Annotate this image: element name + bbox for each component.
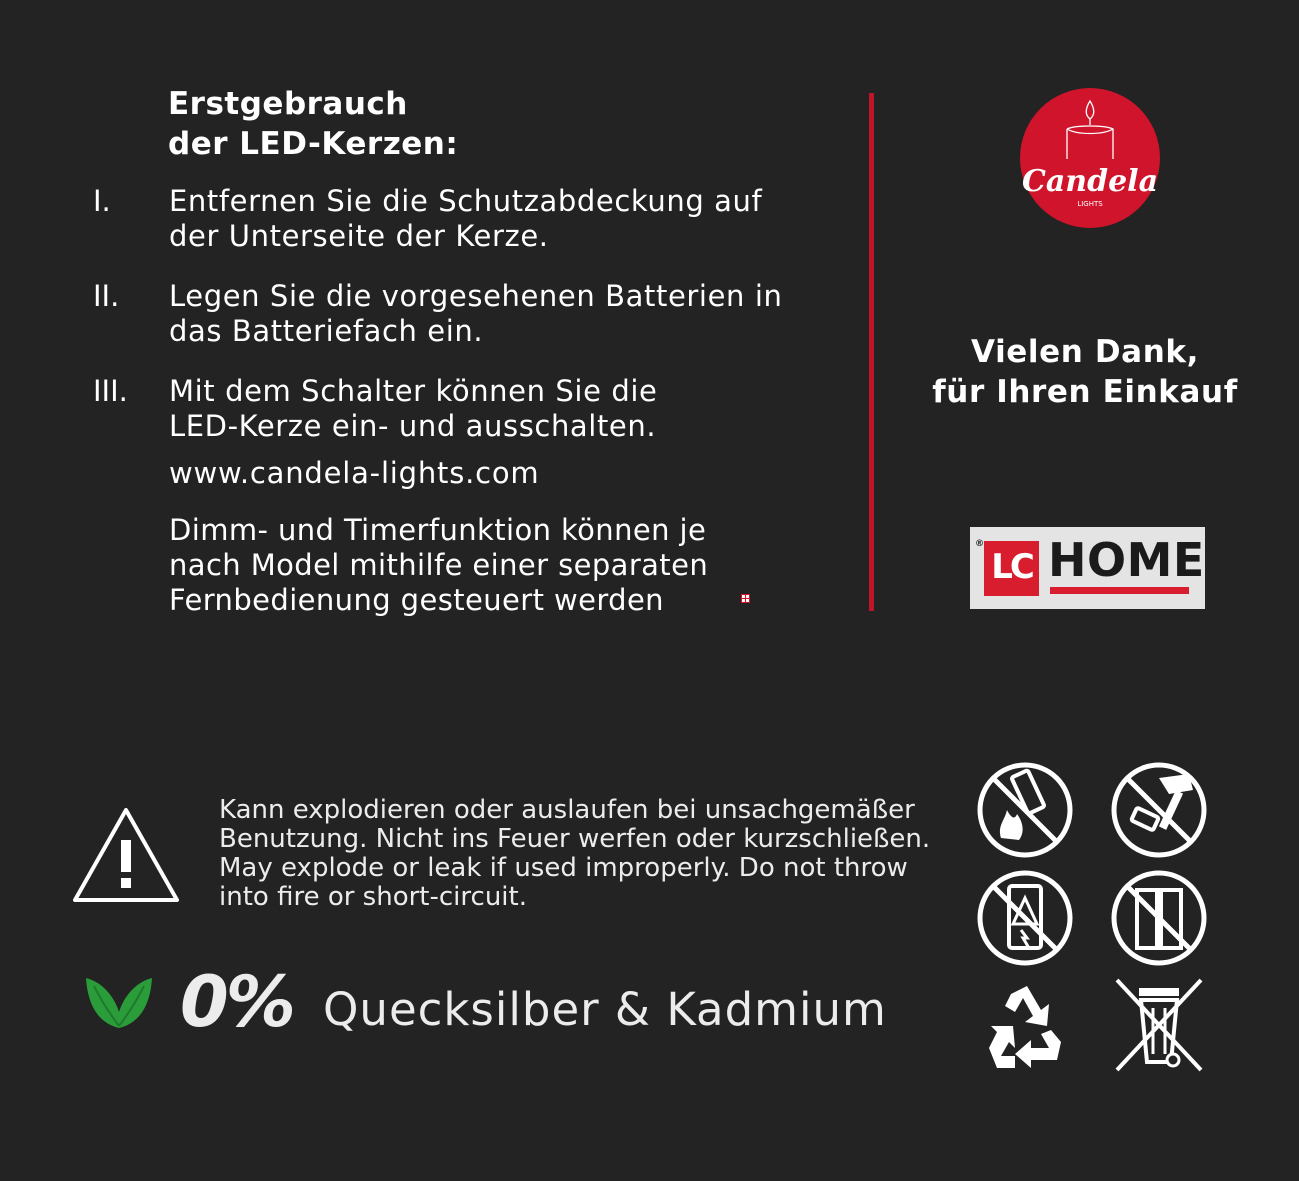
step-2-line-1: Legen Sie die vorgesehenen Batterien in [169, 279, 783, 313]
crossed-out-bin-icon [1109, 976, 1209, 1076]
no-wrong-polarity-icon [1109, 868, 1209, 968]
green-leaf-icon [82, 972, 156, 1030]
heading-line-1: Erstgebrauch [168, 86, 408, 122]
registered-mark: ® [975, 539, 984, 549]
candela-logo [1019, 87, 1161, 229]
step-2-numeral: II. [93, 279, 120, 313]
website-link[interactable]: www.candela-lights.com [169, 456, 540, 490]
no-fire-battery-icon [975, 760, 1075, 860]
step-2-text [169, 279, 789, 349]
lc-box [984, 541, 1039, 596]
warning-line-1: Kann explodieren oder auslaufen bei unsachgemäßer [219, 795, 915, 825]
thanks-line-1: Vielen Dank, [971, 334, 1199, 370]
lc-home-word: HOME [1048, 533, 1205, 587]
step-1-text [169, 184, 789, 254]
warning-line-4: into fire or short-circuit. [219, 882, 527, 912]
step-3-line-1: Mit dem Schalter können Sie die [169, 374, 658, 408]
step-3-text [169, 374, 789, 444]
thanks-line-2: für Ihren Einkauf [932, 374, 1238, 410]
step-3-line-2: LED-Kerze ein- und ausschalten. [169, 409, 657, 443]
step-1-line-1: Entfernen Sie die Schutzabdeckung auf [169, 184, 763, 218]
svg-text:LIGHTS: LIGHTS [1077, 200, 1103, 208]
vertical-divider [869, 93, 874, 611]
zero-percent: 0% [180, 961, 293, 1043]
instructions-heading [168, 84, 728, 164]
step-1-numeral: I. [93, 184, 111, 218]
svg-text:Candela: Candela [1021, 164, 1159, 199]
warning-triangle-icon [71, 806, 181, 904]
mercury-cadmium-label: Quecksilber & Kadmium [323, 983, 887, 1036]
step-2-line-2: das Batteriefach ein. [169, 314, 484, 348]
note-line-1: Dimm- und Timerfunktion können je [169, 513, 707, 547]
thank-you-message [930, 332, 1240, 412]
heading-line-2: der LED-Kerzen: [168, 126, 459, 162]
step-1-line-2: der Unterseite der Kerze. [169, 219, 549, 253]
no-hammer-battery-icon [1109, 760, 1209, 860]
small-marker-icon [741, 594, 750, 603]
warning-line-2: Benutzung. Nicht ins Feuer werfen oder kurzschließen. [219, 824, 931, 854]
lc-letters: LC [991, 547, 1032, 587]
lc-home-logo [970, 527, 1205, 609]
dimming-note [169, 513, 789, 618]
no-short-circuit-icon [975, 868, 1075, 968]
warning-text [219, 795, 931, 912]
warning-line-3: May explode or leak if used improperly. Do not throw [219, 853, 908, 883]
lc-home-underline [1050, 587, 1189, 594]
note-line-3: Fernbedienung gesteuert werden [169, 583, 664, 617]
recycle-icon [975, 976, 1075, 1076]
note-line-2: nach Model mithilfe einer separaten [169, 548, 709, 582]
step-3-numeral: III. [93, 374, 128, 408]
